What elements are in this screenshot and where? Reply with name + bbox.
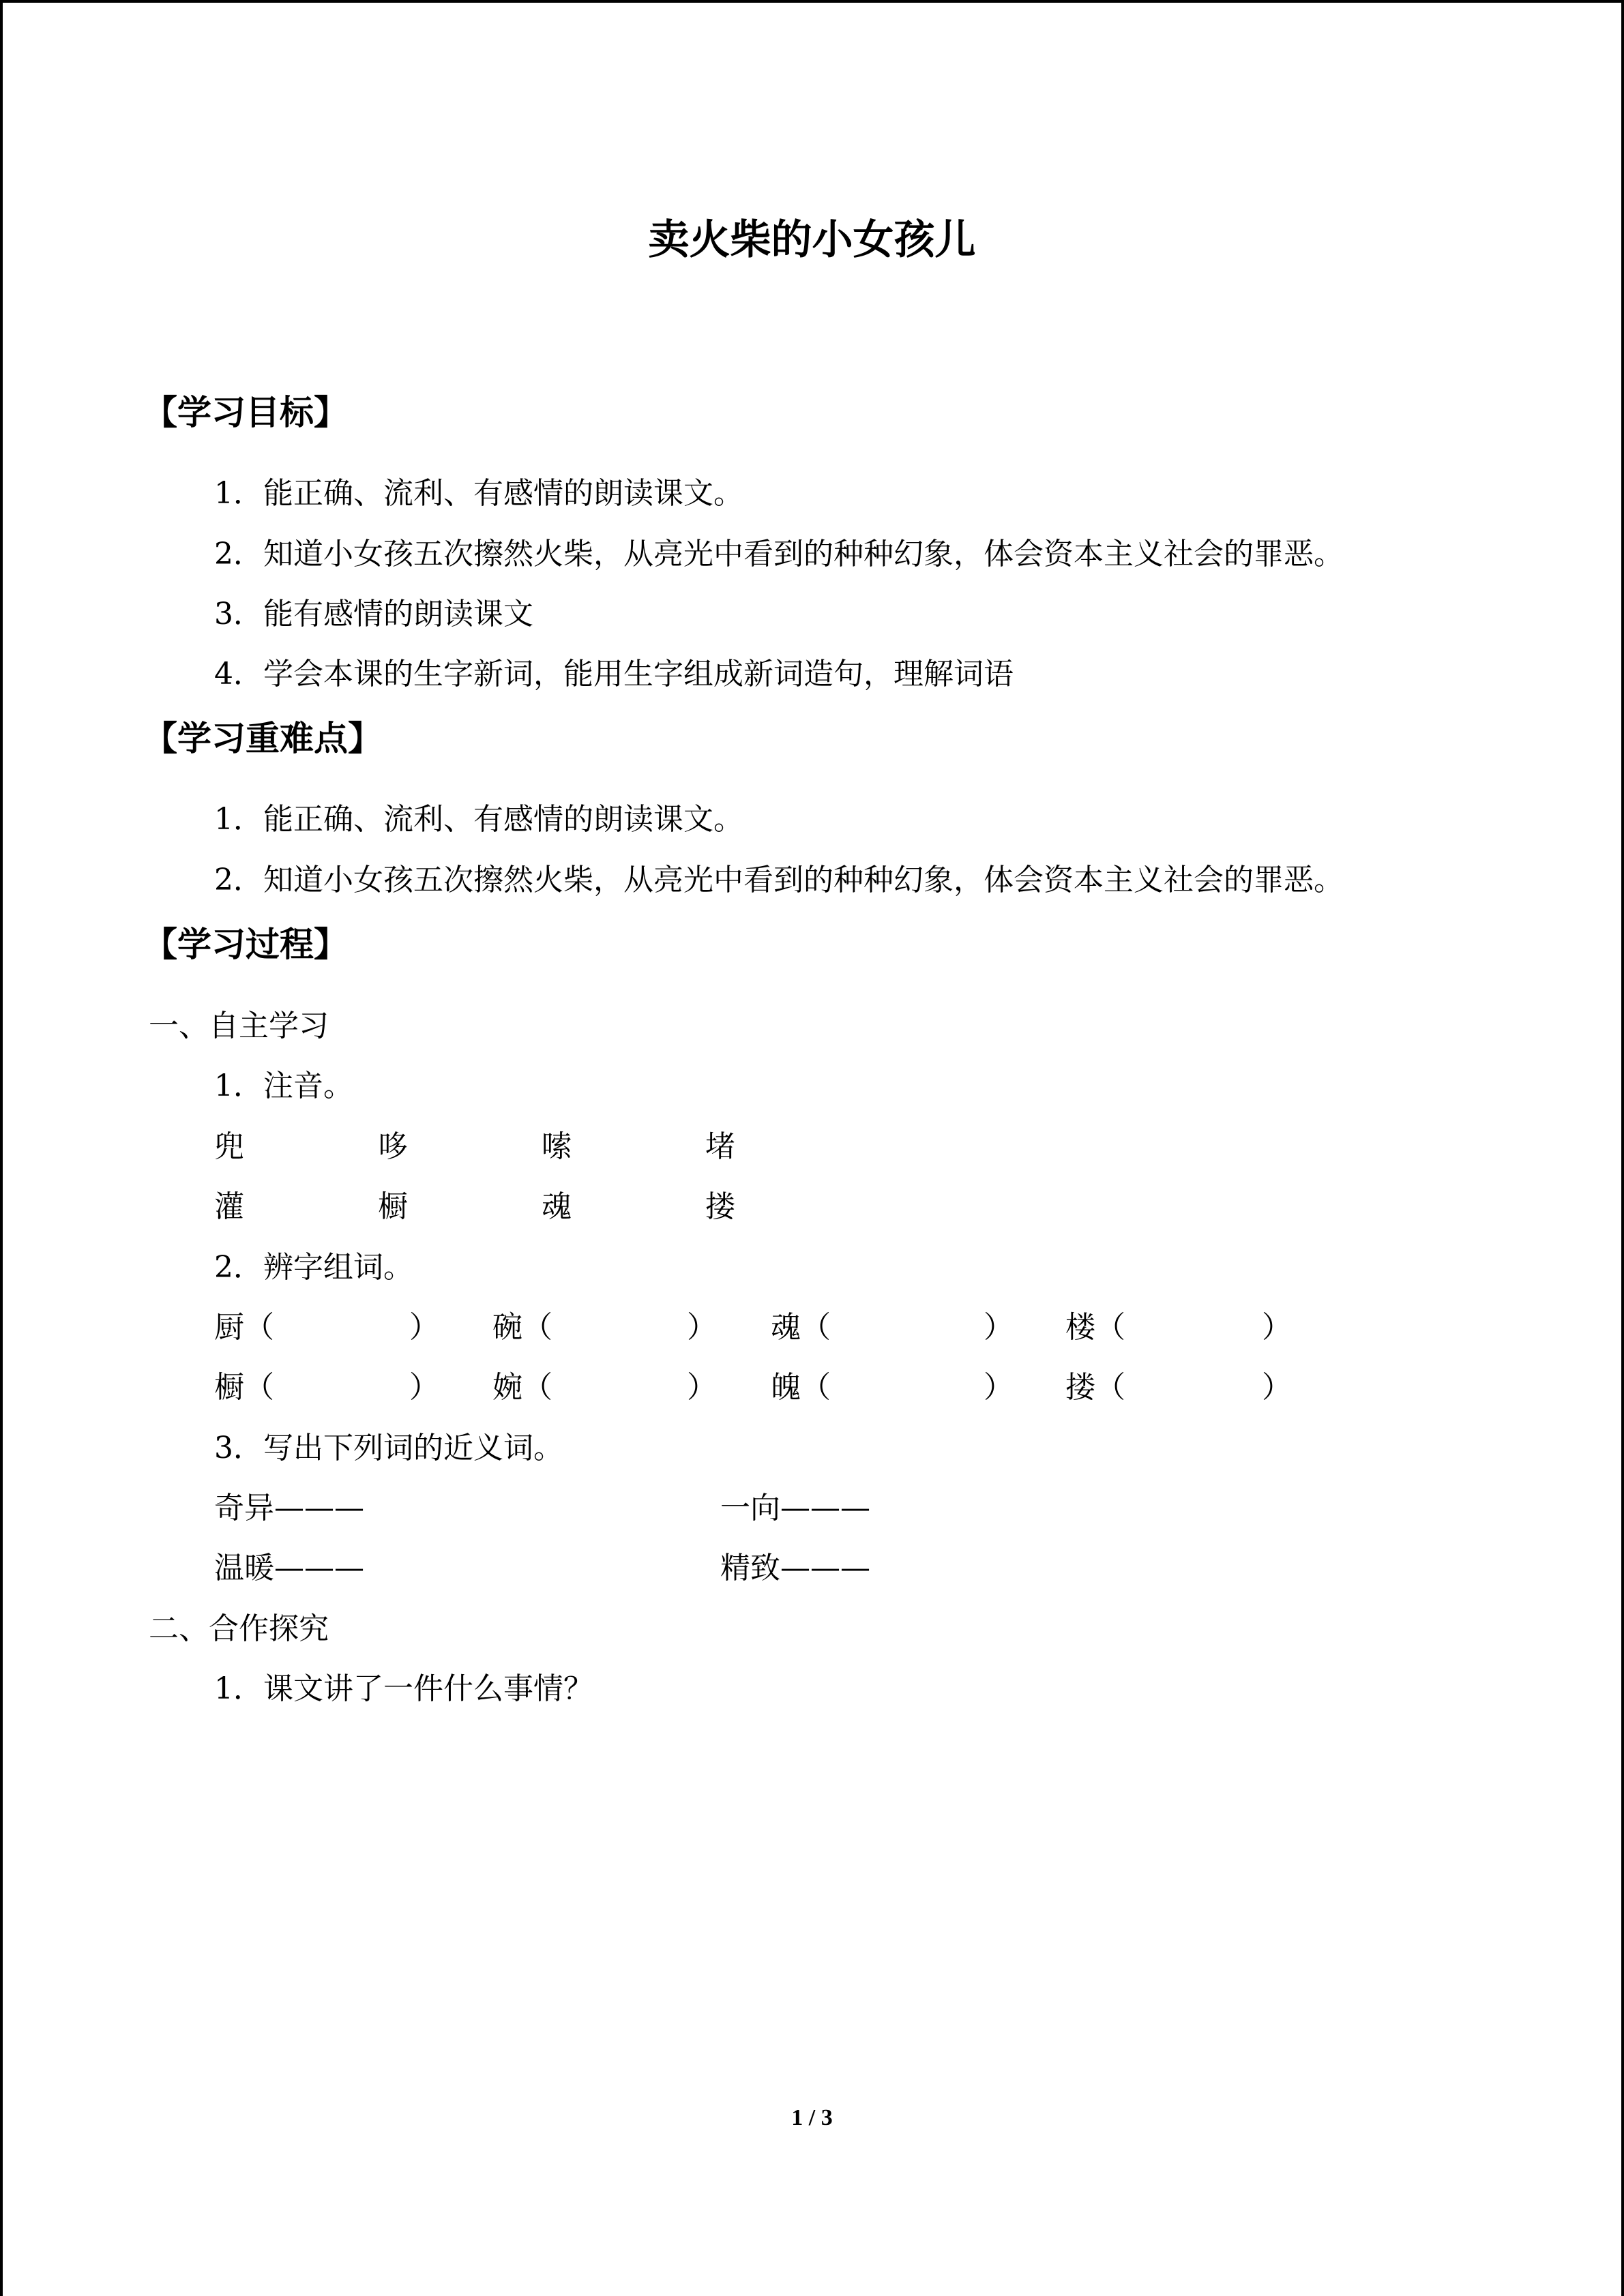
pinyin-char: 橱 [378, 1189, 408, 1224]
word-blank-open: 楼（ [1065, 1310, 1125, 1345]
heading-key-points: 【学习重难点】 [143, 719, 382, 758]
word-blank-close: ） [687, 1370, 717, 1405]
goal-item: 4．学会本课的生字新词，能用生字组成新词造句，理解词语 [214, 657, 1014, 691]
pinyin-char: 搂 [705, 1189, 735, 1224]
word-blank-open: 魂（ [771, 1310, 831, 1345]
synonym-item: 精致——— [720, 1551, 870, 1585]
word-blank-close: ） [409, 1310, 439, 1345]
heading-learning-process: 【学习过程】 [143, 925, 348, 964]
word-blank-close: ） [409, 1370, 439, 1405]
word-blank-open: 厨（ [214, 1310, 274, 1345]
pinyin-char: 灌 [214, 1189, 244, 1224]
word-blank-open: 婉（ [492, 1370, 552, 1405]
pinyin-char: 魂 [542, 1189, 572, 1224]
key-point-item: 2．知道小女孩五次擦然火柴，从亮光中看到的种种幻象，体会资本主义社会的罪恶。 [214, 863, 1344, 897]
word-blank-close: ） [984, 1370, 1014, 1405]
goal-item: 1．能正确、流利、有感情的朗读课文。 [214, 476, 743, 511]
word-blank-close: ） [1262, 1310, 1292, 1345]
page-title: 卖火柴的小女孩儿 [648, 216, 976, 264]
question-word-label: 2．辨字组词。 [214, 1250, 413, 1285]
pinyin-char: 兜 [214, 1129, 244, 1164]
synonym-item: 温暖——— [214, 1551, 364, 1585]
pinyin-char: 堵 [705, 1129, 735, 1164]
word-blank-close: ） [687, 1310, 717, 1345]
page-number: 1 / 3 [791, 2105, 833, 2130]
word-blank-open: 魄（ [771, 1370, 831, 1405]
question-story: 1．课文讲了一件什么事情？ [214, 1671, 593, 1706]
part-self-study-title: 一、自主学习 [149, 1009, 329, 1043]
goal-item: 2．知道小女孩五次擦然火柴，从亮光中看到的种种幻象，体会资本主义社会的罪恶。 [214, 537, 1344, 571]
goal-item: 3．能有感情的朗读课文 [214, 597, 533, 631]
word-blank-open: 碗（ [492, 1310, 552, 1345]
key-point-item: 1．能正确、流利、有感情的朗读课文。 [214, 802, 743, 837]
heading-learning-goals: 【学习目标】 [143, 393, 348, 432]
synonym-item: 一向——— [720, 1491, 870, 1525]
word-blank-close: ） [1262, 1370, 1292, 1405]
word-blank-close: ） [984, 1310, 1014, 1345]
pinyin-char: 嗦 [542, 1129, 572, 1164]
synonym-item: 奇异——— [214, 1491, 364, 1525]
question-pinyin-label: 1．注音。 [214, 1069, 353, 1103]
question-synonym-label: 3．写出下列词的近义词。 [214, 1431, 563, 1465]
word-blank-open: 橱（ [214, 1370, 274, 1405]
pinyin-char: 哆 [378, 1129, 408, 1164]
word-blank-open: 搂（ [1065, 1370, 1125, 1405]
part-cooperative-inquiry-title: 二、合作探究 [149, 1611, 329, 1646]
